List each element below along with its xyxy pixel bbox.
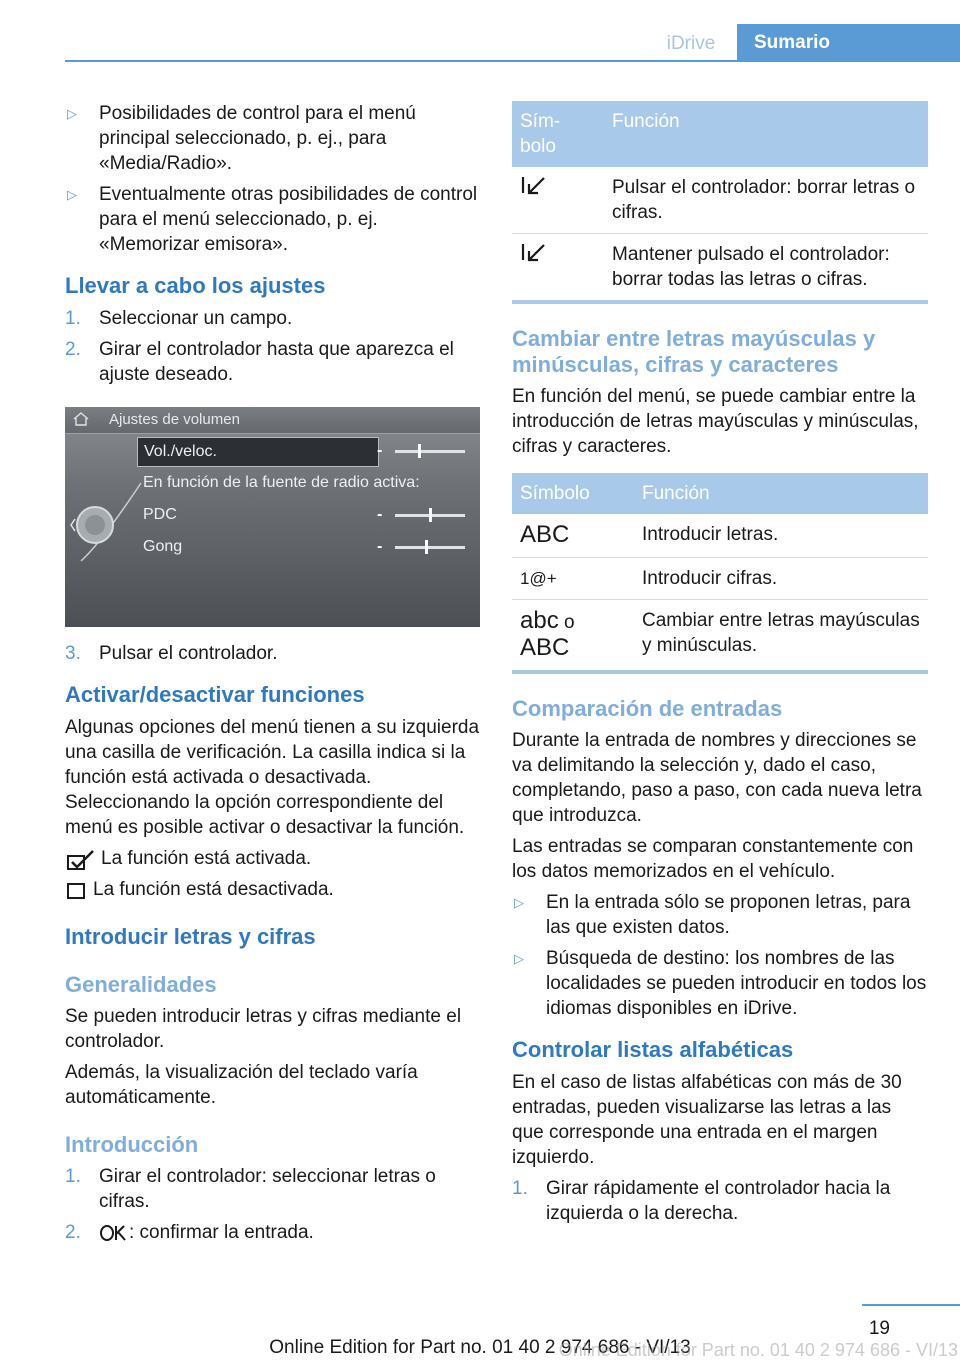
step-number: 3.: [65, 643, 81, 664]
controller-icon: [71, 503, 115, 567]
screen-row-label: Gong: [143, 538, 183, 555]
triangle-bullet-icon: ▷: [67, 187, 77, 202]
step-item: [65, 641, 481, 666]
step-text: Girar rápidamente el controlador hacia la izquierda o la derecha.: [546, 1178, 891, 1224]
step-item: [65, 306, 481, 331]
watermark: Online Edition for Part no. 01 40 2 974 686 - VI/13: [558, 1340, 958, 1360]
heading-alpha: Controlar listas alfabéticas: [512, 1037, 794, 1062]
uppercase-symbol: ABC: [520, 634, 570, 661]
checkbox-on-line: [65, 846, 481, 871]
table-cell-symbol: [512, 558, 634, 600]
header-tab-label: Sumario: [754, 32, 831, 53]
footer-edition: Online Edition for Part no. 01 40 2 974 686 - VI/13: [269, 1337, 691, 1358]
step-item: [65, 1220, 481, 1245]
header-section-label: iDrive: [666, 33, 716, 54]
list-item-text: Búsqueda de destino: los nombres de las localidades se pueden introducir en todos los idiomas disponibles en iDrive.: [546, 948, 927, 1019]
footer-rule: [862, 1304, 960, 1306]
list-item: [512, 946, 928, 1021]
screen-row-label: PDC: [143, 506, 177, 523]
checkbox-empty-icon: [67, 880, 89, 902]
table-header-symbol: Sím- bolo: [512, 101, 604, 167]
step-item: [512, 1176, 928, 1226]
list-item: [65, 182, 481, 257]
slider-knob: [429, 508, 432, 522]
list-item-text: Eventualmente otras posibilidades de control para el menú seleccionado, p. ej. «Memorizar emisora».: [99, 184, 478, 255]
plus-label: +: [481, 442, 491, 459]
minus-label: -: [377, 538, 383, 555]
idrive-screen-image: [65, 407, 491, 627]
table-header-row: [512, 101, 928, 167]
symbol-or: o: [563, 612, 575, 633]
step-number: 1.: [65, 1166, 81, 1187]
step-number: 1.: [65, 308, 81, 329]
step-number: 2.: [65, 339, 81, 360]
plus-label: +: [481, 506, 491, 523]
heading-intro: Introducción: [65, 1132, 199, 1157]
minus-label: -: [377, 442, 383, 459]
table-cell-function: Mantener pulsado el controlador: borrar todas las letras o cifras.: [604, 234, 928, 303]
general-p2: Además, la visualización del teclado varía automáticamente.: [65, 1062, 418, 1108]
table-cell-symbol: [512, 600, 634, 673]
screen-row: [137, 501, 491, 529]
toggle-body: Algunas opciones del menú tienen a su izquierda una casilla de verificación. La casilla indica si la función está activada o desactivada. Seleccionando la opción correspondiente del menú es posible activar o desactivar la función.: [65, 717, 480, 838]
triangle-bullet-icon: ▷: [514, 895, 524, 910]
table-row: [512, 558, 928, 600]
list-item: [65, 101, 481, 176]
table-cell-symbol: [512, 167, 604, 234]
heading-compare: Comparación de entradas: [512, 696, 783, 721]
minus-label: -: [377, 506, 383, 523]
table-cell-function: Introducir cifras.: [634, 558, 928, 600]
delete-back-icon: [520, 242, 548, 262]
screen-row-label: Vol./veloc.: [144, 443, 217, 460]
step-text: : confirmar la entrada.: [129, 1222, 314, 1243]
volume-slider: [395, 546, 465, 549]
screen-title-bar: [65, 407, 480, 434]
checkbox-off-line: [65, 877, 481, 902]
screen-title: Ajustes de volumen: [109, 411, 240, 428]
step-text: Pulsar el controlador.: [99, 643, 278, 664]
compare-p2: Las entradas se comparan constantemente con los datos memorizados en el vehículo.: [512, 836, 914, 882]
checkbox-on-text: La función está activada.: [101, 848, 312, 869]
step-number: 1.: [512, 1178, 528, 1199]
table-header-function: Función: [634, 473, 928, 514]
step-item: [65, 1164, 481, 1214]
list-item-text: Posibilidades de control para el menú principal seleccionado, p. ej., para «Media/Radio».: [99, 103, 416, 174]
checkbox-off-text: La función está desactivada.: [93, 879, 334, 900]
table-row: [512, 600, 928, 673]
home-icon: [73, 412, 89, 426]
table-header-row: [512, 473, 928, 514]
heading-case: Cambiar entre letras mayúsculas y minúsculas, cifras y caracteres: [512, 326, 876, 377]
slider-knob: [425, 540, 428, 554]
alpha-body: En el caso de listas alfabéticas con más de 30 entradas, pueden visualizarse las letras a las que corresponde una entrada en el margen izquierdo.: [512, 1072, 902, 1168]
heading-general: Generalidades: [65, 972, 217, 997]
general-p1: Se pueden introducir letras y cifras mediante el controlador.: [65, 1006, 462, 1052]
screen-row: [137, 469, 477, 497]
step-item: [65, 337, 481, 387]
triangle-bullet-icon: ▷: [67, 106, 77, 121]
table-header-function: Función: [604, 101, 928, 167]
checkbox-checked-icon: [67, 849, 97, 871]
table-cell-symbol: [512, 514, 634, 558]
list-item-text: En la entrada sólo se proponen letras, para las que existen datos.: [546, 892, 911, 938]
table-row: [512, 234, 928, 303]
step-number: 2.: [65, 1222, 81, 1243]
header-tab: [737, 24, 960, 62]
step-text: Seleccionar un campo.: [99, 308, 293, 329]
table-row: [512, 514, 928, 558]
delete-back-icon: [520, 175, 548, 195]
uppercase-symbol: ABC: [520, 521, 570, 548]
page-number: 19: [868, 1318, 890, 1339]
table-cell-function: Cambiar entre letras mayúsculas y minúsculas.: [634, 600, 928, 673]
header-rule: [65, 60, 960, 62]
triangle-bullet-icon: ▷: [514, 951, 524, 966]
digits-symbol: 1@+: [520, 569, 557, 588]
plus-label: +: [481, 538, 491, 555]
volume-slider: [395, 514, 465, 517]
table-header-symbol: Símbolo: [512, 473, 634, 514]
ok-icon: [99, 1224, 129, 1242]
table-row: [512, 167, 928, 234]
table-cell-function: Introducir letras.: [634, 514, 928, 558]
screen-row: [137, 533, 491, 561]
slider-knob: [418, 444, 421, 458]
screen-row-controls: [137, 437, 491, 465]
delete-symbols-table: [512, 101, 928, 304]
right-column: [512, 101, 928, 1232]
list-item: [512, 890, 928, 940]
heading-toggle: Activar/desactivar funciones: [65, 682, 365, 707]
heading-input: Introducir letras y cifras: [65, 924, 316, 949]
step-text: Girar el controlador hasta que aparezca el ajuste deseado.: [99, 339, 454, 385]
volume-slider: [395, 450, 465, 453]
lowercase-symbol: abc: [520, 607, 559, 634]
heading-settings: Llevar a cabo los ajustes: [65, 273, 326, 298]
case-body: En función del menú, se puede cambiar entre la introducción de letras mayúsculas y minúsculas, cifras y caracteres.: [512, 386, 919, 457]
case-symbols-table: [512, 473, 928, 674]
compare-p1: Durante la entrada de nombres y direcciones se va delimitando la selección y, dado el caso, completando, paso a paso, con cada nueva letra que introduzca.: [512, 730, 922, 826]
step-text: Girar el controlador: seleccionar letras o cifras.: [99, 1166, 436, 1212]
left-column: [65, 101, 491, 1251]
table-cell-symbol: [512, 234, 604, 303]
screen-row-label: En función de la fuente de radio activa:: [143, 474, 420, 491]
table-cell-function: Pulsar el controlador: borrar letras o cifras.: [604, 167, 928, 234]
